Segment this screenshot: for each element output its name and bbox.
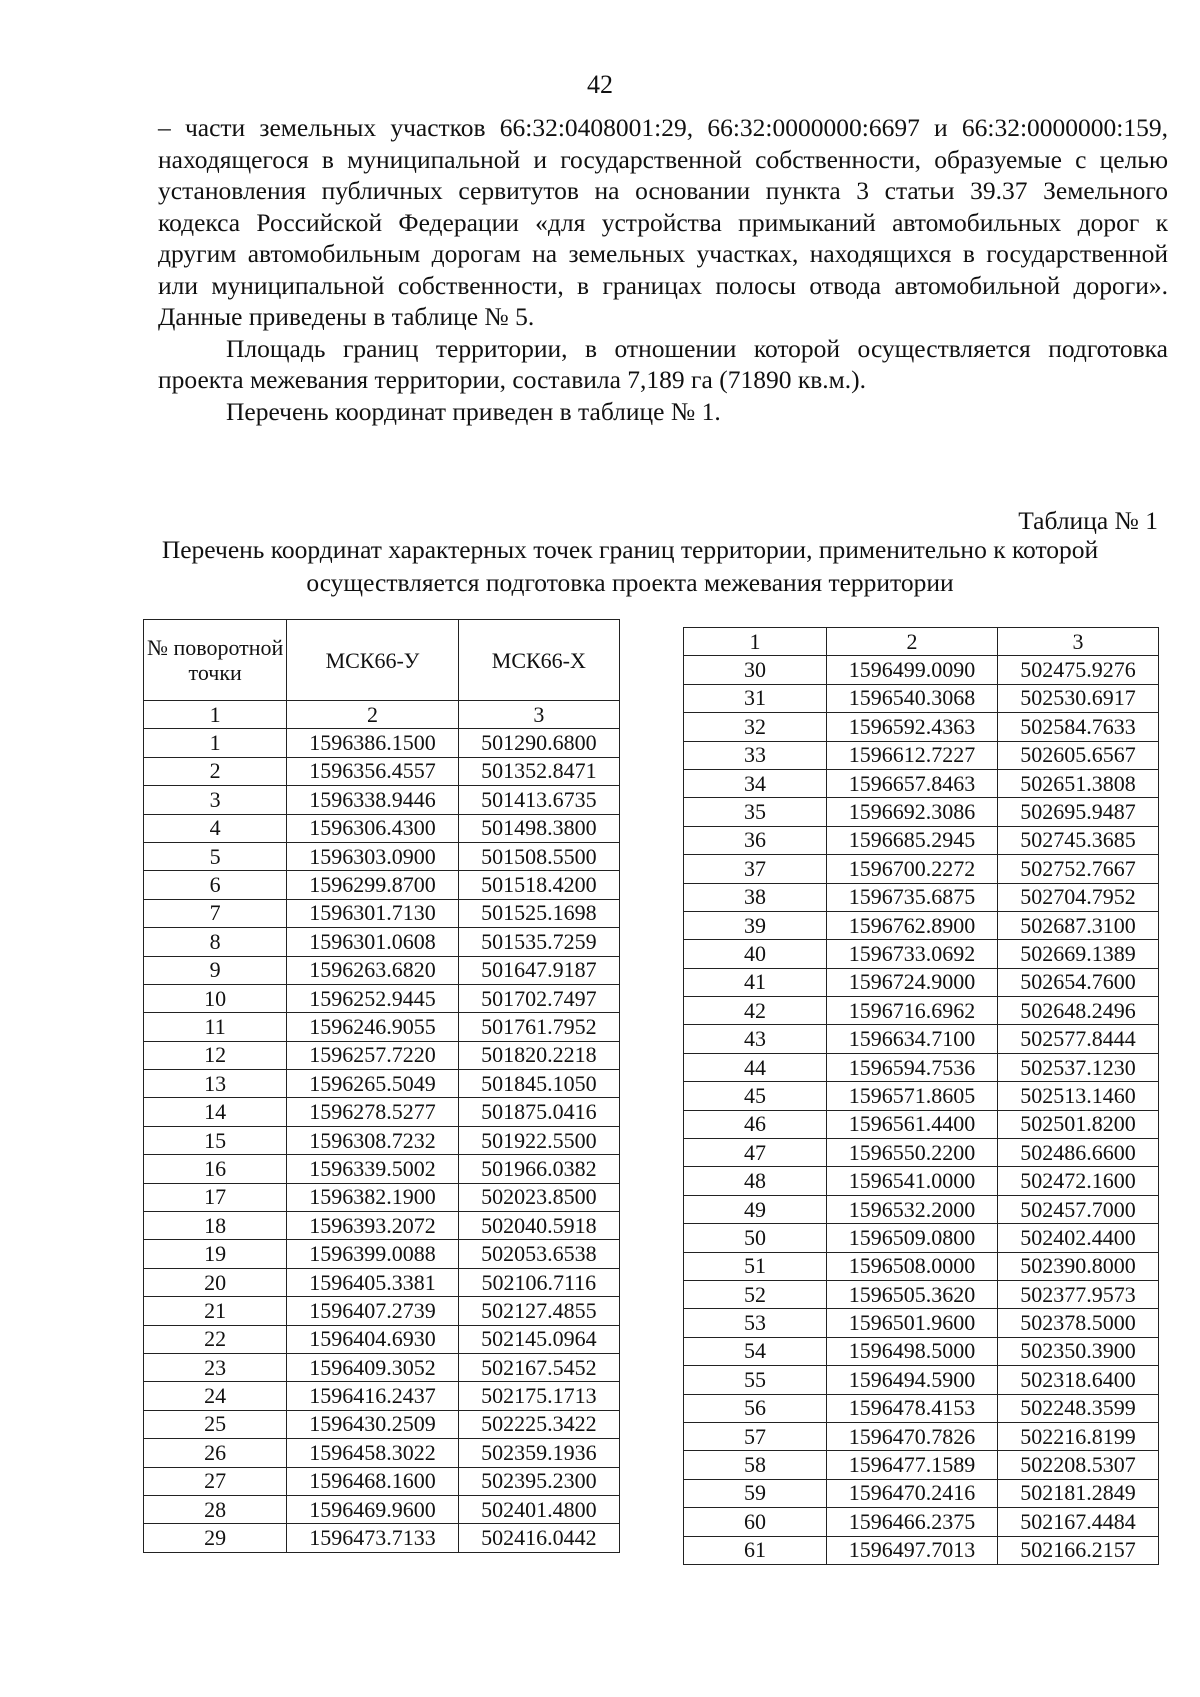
table-row: [144, 842, 620, 870]
table-row: [684, 713, 1159, 741]
table-row: [144, 814, 620, 842]
paragraph-servitude: – части земельных участков 66:32:0408001:29, 66:32:0000000:6697 и 66:32:0000000:159, находящегося в муниципальной и государственной собственности, образуемые с целью установления публичных сервитутов на основании пункта 3 статьи 39.37 Земельного кодекса Российской Федерации «для устройства примыканий автомобильных дорог к другим автомобильным дорогам на земельных участках, находящихся в государственной или муниципальной собственности, в границах полосы отвода автомобильной дороги». Данные приведены в таблице № 5.: [158, 113, 1168, 331]
point-number-cell: 53: [684, 1309, 827, 1337]
msk66-x-cell: 502745.3685: [998, 826, 1159, 854]
msk66-x-cell: 502248.3599: [998, 1394, 1159, 1422]
table-row: [144, 1268, 620, 1296]
msk66-x-cell: 501508.5500: [458, 842, 619, 870]
msk66-y-cell: 1596685.2945: [827, 826, 998, 854]
msk66-y-cell: 1596386.1500: [287, 729, 458, 757]
msk66-y-cell: 1596409.3052: [287, 1353, 458, 1381]
msk66-x-cell: 502402.4400: [998, 1224, 1159, 1252]
msk66-x-cell: 502401.4800: [458, 1495, 619, 1523]
column-number-2: 2: [287, 701, 458, 729]
point-number-cell: 42: [684, 997, 827, 1025]
table-row: [684, 1366, 1159, 1394]
msk66-x-cell: 501535.7259: [458, 928, 619, 956]
table-column-number-row: [684, 628, 1159, 656]
msk66-x-cell: 501647.9187: [458, 956, 619, 984]
msk66-x-cell: 502457.7000: [998, 1195, 1159, 1223]
point-number-cell: 56: [684, 1394, 827, 1422]
msk66-y-cell: 1596692.3086: [827, 798, 998, 826]
msk66-x-cell: 502395.2300: [458, 1467, 619, 1495]
point-number-cell: 9: [144, 956, 287, 984]
table-row: [144, 1126, 620, 1154]
point-number-cell: 54: [684, 1337, 827, 1365]
paragraph-coordinates-ref: Перечень координат приведен в таблице № 1.: [226, 396, 721, 426]
msk66-y-cell: 1596735.6875: [827, 883, 998, 911]
point-number-cell: 45: [684, 1082, 827, 1110]
table-row: [684, 826, 1159, 854]
msk66-x-cell: 502704.7952: [998, 883, 1159, 911]
msk66-y-cell: 1596657.8463: [827, 769, 998, 797]
point-number-cell: 6: [144, 871, 287, 899]
msk66-x-cell: 501761.7952: [458, 1013, 619, 1041]
msk66-y-cell: 1596308.7232: [287, 1126, 458, 1154]
msk66-y-cell: 1596306.4300: [287, 814, 458, 842]
msk66-y-cell: 1596470.2416: [827, 1479, 998, 1507]
page-number: 42: [587, 70, 613, 99]
msk66-x-cell: 501702.7497: [458, 984, 619, 1012]
point-number-cell: 58: [684, 1451, 827, 1479]
msk66-x-cell: 502651.3808: [998, 769, 1159, 797]
table-row: [144, 984, 620, 1012]
msk66-x-cell: 502416.0442: [458, 1524, 619, 1552]
table-row: [684, 769, 1159, 797]
msk66-x-cell: 502318.6400: [998, 1366, 1159, 1394]
point-number-cell: 50: [684, 1224, 827, 1252]
msk66-y-cell: 1596540.3068: [827, 684, 998, 712]
table-header-row: [144, 620, 620, 701]
table-body-right: [684, 656, 1159, 1565]
point-number-cell: 41: [684, 968, 827, 996]
table-row: [144, 1070, 620, 1098]
point-number-cell: 12: [144, 1041, 287, 1069]
table-row: [684, 855, 1159, 883]
point-number-cell: 52: [684, 1280, 827, 1308]
msk66-y-cell: 1596407.2739: [287, 1297, 458, 1325]
table-row: [684, 1479, 1159, 1507]
table-row: [684, 883, 1159, 911]
msk66-x-cell: 501875.0416: [458, 1098, 619, 1126]
msk66-x-cell: 501525.1698: [458, 899, 619, 927]
msk66-x-cell: 501820.2218: [458, 1041, 619, 1069]
table-row: [144, 729, 620, 757]
table-row: [144, 1439, 620, 1467]
msk66-x-cell: 502166.2157: [998, 1536, 1159, 1564]
column-number-2: 2: [827, 628, 998, 656]
msk66-y-cell: 1596509.0800: [827, 1224, 998, 1252]
msk66-y-cell: 1596612.7227: [827, 741, 998, 769]
msk66-x-cell: 502501.8200: [998, 1110, 1159, 1138]
point-number-cell: 5: [144, 842, 287, 870]
msk66-x-cell: 502359.1936: [458, 1439, 619, 1467]
table-row: [144, 1382, 620, 1410]
point-number-cell: 13: [144, 1070, 287, 1098]
table-column-number-row: [144, 701, 620, 729]
table-row: [684, 1224, 1159, 1252]
msk66-x-cell: 502486.6600: [998, 1139, 1159, 1167]
msk66-x-cell: 502181.2849: [998, 1479, 1159, 1507]
point-number-cell: 48: [684, 1167, 827, 1195]
table-row: [684, 1536, 1159, 1564]
msk66-y-cell: 1596356.4557: [287, 757, 458, 785]
msk66-y-cell: 1596338.9446: [287, 786, 458, 814]
column-number-1: 1: [144, 701, 287, 729]
point-number-cell: 20: [144, 1268, 287, 1296]
point-number-cell: 40: [684, 940, 827, 968]
msk66-x-cell: 501922.5500: [458, 1126, 619, 1154]
table-row: [684, 1309, 1159, 1337]
point-number-cell: 19: [144, 1240, 287, 1268]
point-number-cell: 15: [144, 1126, 287, 1154]
column-number-3: 3: [998, 628, 1159, 656]
table-row: [144, 1467, 620, 1495]
msk66-y-cell: 1596430.2509: [287, 1410, 458, 1438]
point-number-cell: 43: [684, 1025, 827, 1053]
msk66-x-cell: 502584.7633: [998, 713, 1159, 741]
point-number-cell: 4: [144, 814, 287, 842]
msk66-y-cell: 1596382.1900: [287, 1183, 458, 1211]
point-number-cell: 7: [144, 899, 287, 927]
msk66-y-cell: 1596263.6820: [287, 956, 458, 984]
point-number-cell: 38: [684, 883, 827, 911]
table-row: [684, 1337, 1159, 1365]
msk66-y-cell: 1596477.1589: [827, 1451, 998, 1479]
msk66-y-cell: 1596301.0608: [287, 928, 458, 956]
msk66-x-cell: 501498.3800: [458, 814, 619, 842]
msk66-y-cell: 1596532.2000: [827, 1195, 998, 1223]
msk66-y-cell: 1596716.6962: [827, 997, 998, 1025]
table-row: [144, 1098, 620, 1126]
table-row: [144, 1155, 620, 1183]
header-point-number: № поворотной точки: [144, 620, 287, 701]
point-number-cell: 35: [684, 798, 827, 826]
point-number-cell: 37: [684, 855, 827, 883]
table-row: [144, 1495, 620, 1523]
msk66-y-cell: 1596724.9000: [827, 968, 998, 996]
msk66-y-cell: 1596762.8900: [827, 911, 998, 939]
msk66-x-cell: 502752.7667: [998, 855, 1159, 883]
point-number-cell: 61: [684, 1536, 827, 1564]
msk66-y-cell: 1596508.0000: [827, 1252, 998, 1280]
header-msk66-y: МСК66-У: [287, 620, 458, 701]
table-row: [684, 1139, 1159, 1167]
table-row: [684, 1508, 1159, 1536]
msk66-x-cell: 502390.8000: [998, 1252, 1159, 1280]
msk66-x-cell: 501518.4200: [458, 871, 619, 899]
msk66-x-cell: 502175.1713: [458, 1382, 619, 1410]
msk66-x-cell: 502472.1600: [998, 1167, 1159, 1195]
point-number-cell: 59: [684, 1479, 827, 1507]
msk66-y-cell: 1596700.2272: [827, 855, 998, 883]
coordinates-table-left: [143, 619, 620, 1553]
msk66-y-cell: 1596252.9445: [287, 984, 458, 1012]
table-row: [684, 940, 1159, 968]
point-number-cell: 34: [684, 769, 827, 797]
point-number-cell: 60: [684, 1508, 827, 1536]
table-row: [684, 1422, 1159, 1450]
point-number-cell: 47: [684, 1139, 827, 1167]
table-row: [144, 1183, 620, 1211]
msk66-y-cell: 1596634.7100: [827, 1025, 998, 1053]
point-number-cell: 17: [144, 1183, 287, 1211]
point-number-cell: 18: [144, 1212, 287, 1240]
table-row: [684, 741, 1159, 769]
point-number-cell: 22: [144, 1325, 287, 1353]
point-number-cell: 32: [684, 713, 827, 741]
point-number-cell: 46: [684, 1110, 827, 1138]
msk66-x-cell: 502377.9573: [998, 1280, 1159, 1308]
msk66-x-cell: 502605.6567: [998, 741, 1159, 769]
msk66-y-cell: 1596278.5277: [287, 1098, 458, 1126]
point-number-cell: 36: [684, 826, 827, 854]
msk66-y-cell: 1596571.8605: [827, 1082, 998, 1110]
msk66-y-cell: 1596468.1600: [287, 1467, 458, 1495]
header-msk66-x: МСК66-Х: [458, 620, 619, 701]
point-number-cell: 8: [144, 928, 287, 956]
table-caption: Перечень координат характерных точек границ территории, применительно к которой осуществляется подготовка проекта межевания территории: [161, 535, 1099, 597]
table-row: [684, 1053, 1159, 1081]
msk66-y-cell: 1596470.7826: [827, 1422, 998, 1450]
msk66-y-cell: 1596301.7130: [287, 899, 458, 927]
msk66-y-cell: 1596246.9055: [287, 1013, 458, 1041]
table-row: [144, 1297, 620, 1325]
msk66-x-cell: 502513.1460: [998, 1082, 1159, 1110]
point-number-cell: 51: [684, 1252, 827, 1280]
msk66-y-cell: 1596404.6930: [287, 1325, 458, 1353]
table-row: [684, 1025, 1159, 1053]
msk66-y-cell: 1596494.5900: [827, 1366, 998, 1394]
msk66-x-cell: 502378.5000: [998, 1309, 1159, 1337]
msk66-x-cell: 502695.9487: [998, 798, 1159, 826]
msk66-x-cell: 501966.0382: [458, 1155, 619, 1183]
msk66-x-cell: 502530.6917: [998, 684, 1159, 712]
msk66-y-cell: 1596499.0090: [827, 656, 998, 684]
table-row: [144, 757, 620, 785]
msk66-x-cell: 502208.5307: [998, 1451, 1159, 1479]
table-row: [144, 1325, 620, 1353]
table-row: [144, 1013, 620, 1041]
table-row: [684, 911, 1159, 939]
point-number-cell: 14: [144, 1098, 287, 1126]
msk66-y-cell: 1596416.2437: [287, 1382, 458, 1410]
msk66-x-cell: 502106.7116: [458, 1268, 619, 1296]
msk66-y-cell: 1596550.2200: [827, 1139, 998, 1167]
table-row: [684, 997, 1159, 1025]
msk66-y-cell: 1596478.4153: [827, 1394, 998, 1422]
table-row: [684, 968, 1159, 996]
msk66-x-cell: 502053.6538: [458, 1240, 619, 1268]
msk66-x-cell: 502225.3422: [458, 1410, 619, 1438]
msk66-x-cell: 502350.3900: [998, 1337, 1159, 1365]
msk66-y-cell: 1596339.5002: [287, 1155, 458, 1183]
msk66-x-cell: 502687.3100: [998, 911, 1159, 939]
msk66-x-cell: 502167.5452: [458, 1353, 619, 1381]
table-row: [684, 798, 1159, 826]
msk66-x-cell: 502023.8500: [458, 1183, 619, 1211]
msk66-y-cell: 1596541.0000: [827, 1167, 998, 1195]
msk66-y-cell: 1596501.9600: [827, 1309, 998, 1337]
table-row: [144, 871, 620, 899]
point-number-cell: 30: [684, 656, 827, 684]
table-body-left: [144, 729, 620, 1552]
msk66-y-cell: 1596399.0088: [287, 1240, 458, 1268]
table-row: [684, 1110, 1159, 1138]
msk66-y-cell: 1596561.4400: [827, 1110, 998, 1138]
point-number-cell: 26: [144, 1439, 287, 1467]
msk66-x-cell: 502537.1230: [998, 1053, 1159, 1081]
msk66-y-cell: 1596299.8700: [287, 871, 458, 899]
table-row: [144, 1524, 620, 1552]
column-number-1: 1: [684, 628, 827, 656]
msk66-y-cell: 1596458.3022: [287, 1439, 458, 1467]
msk66-y-cell: 1596469.9600: [287, 1495, 458, 1523]
table-row: [684, 1394, 1159, 1422]
point-number-cell: 49: [684, 1195, 827, 1223]
point-number-cell: 25: [144, 1410, 287, 1438]
msk66-x-cell: 502648.2496: [998, 997, 1159, 1025]
msk66-y-cell: 1596303.0900: [287, 842, 458, 870]
table-row: [684, 1167, 1159, 1195]
table-row: [684, 1082, 1159, 1110]
point-number-cell: 39: [684, 911, 827, 939]
table-row: [684, 1451, 1159, 1479]
point-number-cell: 24: [144, 1382, 287, 1410]
msk66-x-cell: 501352.8471: [458, 757, 619, 785]
msk66-y-cell: 1596497.7013: [827, 1536, 998, 1564]
msk66-x-cell: 502040.5918: [458, 1212, 619, 1240]
msk66-x-cell: 501845.1050: [458, 1070, 619, 1098]
msk66-x-cell: 501413.6735: [458, 786, 619, 814]
table-row: [144, 1240, 620, 1268]
point-number-cell: 27: [144, 1467, 287, 1495]
table-row: [144, 1212, 620, 1240]
table-row: [144, 928, 620, 956]
msk66-x-cell: 502216.8199: [998, 1422, 1159, 1450]
msk66-x-cell: 502577.8444: [998, 1025, 1159, 1053]
msk66-x-cell: 502654.7600: [998, 968, 1159, 996]
point-number-cell: 2: [144, 757, 287, 785]
table-row: [684, 1195, 1159, 1223]
msk66-y-cell: 1596733.0692: [827, 940, 998, 968]
msk66-y-cell: 1596505.3620: [827, 1280, 998, 1308]
msk66-x-cell: 501290.6800: [458, 729, 619, 757]
point-number-cell: 29: [144, 1524, 287, 1552]
table-row: [144, 899, 620, 927]
table-row: [684, 1252, 1159, 1280]
paragraph-area: Площадь границ территории, в отношении которой осуществляется подготовка проекта межевания территории, составила 7,189 га (71890 кв.м.).: [158, 333, 1168, 394]
table-row: [684, 1280, 1159, 1308]
point-number-cell: 21: [144, 1297, 287, 1325]
table-row: [144, 1353, 620, 1381]
coordinates-table-right: [683, 627, 1159, 1565]
table-row: [144, 956, 620, 984]
msk66-y-cell: 1596265.5049: [287, 1070, 458, 1098]
msk66-x-cell: 502145.0964: [458, 1325, 619, 1353]
msk66-y-cell: 1596257.7220: [287, 1041, 458, 1069]
msk66-x-cell: 502475.9276: [998, 656, 1159, 684]
table-row: [144, 786, 620, 814]
point-number-cell: 44: [684, 1053, 827, 1081]
msk66-y-cell: 1596393.2072: [287, 1212, 458, 1240]
point-number-cell: 31: [684, 684, 827, 712]
msk66-y-cell: 1596405.3381: [287, 1268, 458, 1296]
msk66-y-cell: 1596498.5000: [827, 1337, 998, 1365]
point-number-cell: 55: [684, 1366, 827, 1394]
table-row: [684, 684, 1159, 712]
point-number-cell: 28: [144, 1495, 287, 1523]
msk66-x-cell: 502167.4484: [998, 1508, 1159, 1536]
point-number-cell: 1: [144, 729, 287, 757]
point-number-cell: 11: [144, 1013, 287, 1041]
table-number: Таблица № 1: [1018, 506, 1158, 535]
table-row: [144, 1410, 620, 1438]
msk66-y-cell: 1596473.7133: [287, 1524, 458, 1552]
msk66-x-cell: 502127.4855: [458, 1297, 619, 1325]
point-number-cell: 23: [144, 1353, 287, 1381]
column-number-3: 3: [458, 701, 619, 729]
point-number-cell: 33: [684, 741, 827, 769]
point-number-cell: 3: [144, 786, 287, 814]
table-row: [684, 656, 1159, 684]
table-row: [144, 1041, 620, 1069]
point-number-cell: 16: [144, 1155, 287, 1183]
msk66-x-cell: 502669.1389: [998, 940, 1159, 968]
point-number-cell: 57: [684, 1422, 827, 1450]
msk66-y-cell: 1596594.7536: [827, 1053, 998, 1081]
point-number-cell: 10: [144, 984, 287, 1012]
msk66-y-cell: 1596592.4363: [827, 713, 998, 741]
body-text: [158, 112, 1168, 427]
msk66-y-cell: 1596466.2375: [827, 1508, 998, 1536]
